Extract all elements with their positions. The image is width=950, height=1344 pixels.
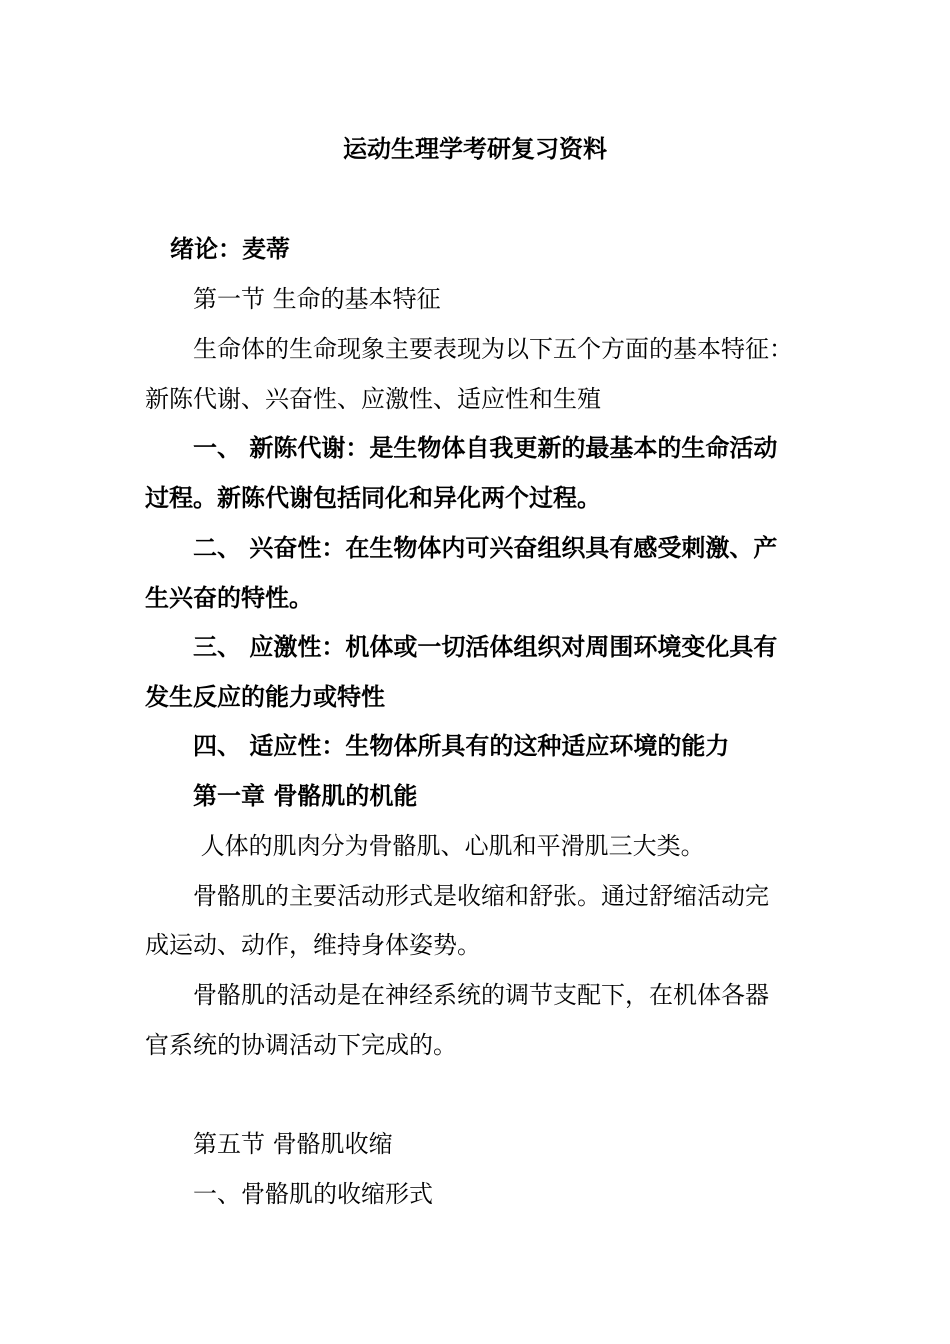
chapter1-heading: 第一章 骨骼肌的机能 [193, 781, 418, 810]
document-title: 运动生理学考研复习资料 [343, 134, 607, 163]
list-item-continuation: 过程。新陈代谢包括同化和异化两个过程。 [145, 483, 601, 512]
list-item-heading: 二、 兴奋性：在生物体内可兴奋组织具有感受刺激、产 [193, 533, 778, 562]
intro-heading: 绪论：麦蒂 [170, 234, 290, 263]
list-item-heading: 四、 适应性：生物体所具有的这种适应环境的能力 [193, 731, 730, 760]
paragraph-line: 生命体的生命现象主要表现为以下五个方面的基本特征： [193, 335, 793, 363]
section1-heading: 第一节 生命的基本特征 [193, 285, 441, 313]
list-item-continuation: 发生反应的能力或特性 [145, 682, 385, 711]
section5-heading: 第五节 骨骼肌收缩 [193, 1130, 393, 1158]
paragraph-line: 成运动、动作，维持身体姿势。 [145, 931, 481, 959]
list-item-continuation: 生兴奋的特性。 [145, 583, 313, 612]
paragraph-line: 官系统的协调活动下完成的。 [145, 1031, 457, 1059]
subsection1-heading: 一、骨骼肌的收缩形式 [193, 1180, 433, 1208]
paragraph-line: 骨骼肌的活动是在神经系统的调节支配下，在机体各器 [193, 981, 769, 1009]
list-item-heading: 三、 应激性：机体或一切活体组织对周围环境变化具有 [193, 632, 778, 661]
paragraph-line: 新陈代谢、兴奋性、应激性、适应性和生殖 [145, 385, 601, 413]
paragraph-line: 骨骼肌的主要活动形式是收缩和舒张。通过舒缩活动完 [193, 882, 769, 910]
list-item-heading: 一、 新陈代谢：是生物体自我更新的最基本的生命活动 [193, 433, 778, 462]
paragraph-line: 人体的肌肉分为骨骼肌、心肌和平滑肌三大类。 [193, 832, 705, 860]
